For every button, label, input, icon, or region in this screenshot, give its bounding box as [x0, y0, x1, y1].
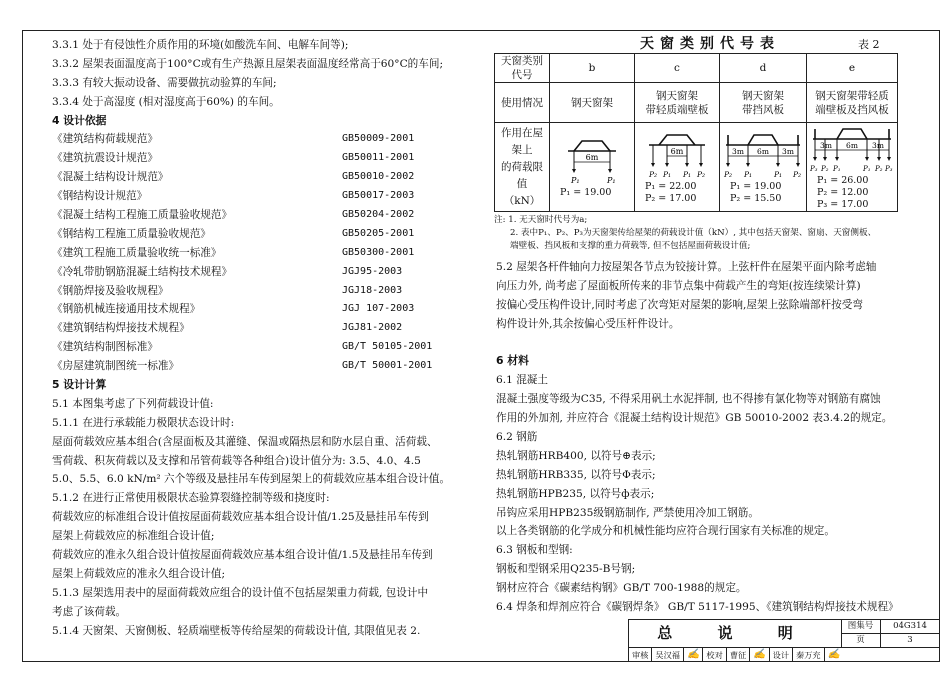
right-text-line: 5.2 屋架各杆件轴向力按屋架各节点为铰接计算。上弦杆件在屋架平面内除考虑轴: [496, 261, 877, 273]
load-values-d: P₁ = 19.00 P₂ = 15.50: [730, 181, 782, 204]
section5-text-line: 荷载效应的准永久组合设计值按屋面荷载效应基本组合设计值/1.5及悬挂吊车传到: [52, 549, 433, 562]
standard-name: 《房屋建筑制图统一标准》: [52, 360, 180, 373]
usage-cell-c: 钢天窗架 带轻质端壁板: [635, 83, 720, 123]
check-label: 校对: [703, 648, 726, 662]
truss-diagram-c: [637, 129, 717, 181]
standard-name: 《建筑抗震设计规范》: [52, 152, 158, 165]
right-text-line: 构件设计外,其余按偏心受压杆件设计。: [496, 317, 680, 330]
standard-code: GB50204-2002: [342, 209, 415, 221]
svg-text:3m: 3m: [820, 141, 832, 150]
signature-row: [629, 648, 939, 662]
standard-row: [52, 338, 452, 357]
right-text-line: 热轧钢筋HPB235, 以符号ф表示;: [496, 487, 655, 500]
standard-row: [52, 149, 452, 168]
standard-name: 《钢结构设计规范》: [52, 190, 148, 203]
standard-row: [52, 187, 452, 206]
header-label-cell: 天窗类别代号: [495, 54, 550, 83]
right-text-line: 6.4 焊条和焊剂应符合《碳钢焊条》 GB/T 5117-1995、《建筑钢结构焊接技术规程》: [496, 601, 899, 614]
standard-code: JGJ 107-2003: [342, 303, 415, 315]
standard-row: [52, 263, 452, 282]
load-cell-b: [550, 123, 635, 212]
standard-name: 《混凝土结构设计规范》: [52, 171, 169, 184]
section5-text-line: 考虑了该荷载。: [52, 605, 127, 618]
svg-text:P₁: P₁: [833, 165, 841, 173]
checker-name: 曹征: [727, 648, 750, 662]
svg-text:P₁: P₁: [607, 176, 616, 185]
svg-text:P₂: P₂: [697, 170, 706, 179]
right-text-line: 混凝土强度等级为C35, 不得采用矾土水泥拌制, 也不得掺有氯化物等对钢筋有腐蚀: [496, 393, 881, 406]
standard-row: [52, 130, 452, 149]
section5-text-line: 5.1.4 天窗架、天窗侧板、轻质端壁板等传给屋架的荷载设计值, 其限值见表 2.: [52, 624, 421, 637]
standard-code: GB50300-2001: [342, 246, 415, 258]
left-text-line: 3.3.3 有较大振动设备、需要做抗动验算的车间;: [52, 76, 277, 89]
right-text-line: [496, 334, 916, 353]
standard-row: [52, 206, 452, 225]
standard-code: GB/T 50001-2001: [342, 360, 433, 372]
right-text-line: 钢材应符合《碳素结构钢》GB/T 700-1988的规定。: [496, 582, 747, 595]
span-label-b: 6m: [585, 153, 599, 162]
standard-name: 《冷轧带肋钢筋混凝土结构技术规程》: [52, 265, 233, 278]
svg-text:P₁: P₁: [774, 170, 783, 179]
right-text-line: 钢板和型钢采用Q235-B号钢;: [496, 563, 636, 576]
right-text-line: 以上各类钢筋的化学成分和机械性能均应符合现行国家有关标准的规定。: [496, 525, 835, 538]
right-text-line: 作用的外加剂, 并应符合《混凝土结构设计规范》GB 50010-2002 表3.4.2的规定。: [496, 412, 893, 425]
load-values-c: P₁ = 22.00 P₂ = 17.00: [645, 181, 697, 204]
load-values-b: P₁ = 19.00: [560, 187, 612, 198]
svg-text:3m: 3m: [782, 147, 794, 156]
svg-text:P₂: P₂: [821, 165, 829, 173]
code-cell-c: c: [635, 54, 720, 83]
svg-text:3m: 3m: [732, 147, 744, 156]
standard-name: 《混凝土结构工程施工质量验收规范》: [52, 209, 233, 222]
designer-signature: ✍: [827, 649, 841, 660]
right-text-line: 6.1 混凝土: [496, 374, 548, 387]
left-heading: 4 设计依据: [52, 113, 107, 127]
right-text-line: 6.3 钢板和型钢:: [496, 544, 573, 557]
section5-text-line: 屋面荷载效应基本组合(含屋面板及其灌缝、保温或隔热层和防水层自重、活荷载、: [52, 435, 438, 448]
page-label: 页: [841, 634, 881, 648]
right-column: [496, 258, 916, 617]
drawing-title: 总 说 明: [629, 620, 842, 648]
standard-name: 《钢筋机械连接通用技术规程》: [52, 303, 201, 316]
span-label-c: 6m: [670, 147, 684, 156]
svg-text:P₁: P₁: [663, 170, 672, 179]
section5-text-line: 5.1.1 在进行承载能力极限状态设计时:: [52, 416, 235, 429]
standard-name: 《建筑工程施工质量验收统一标准》: [52, 246, 222, 259]
standard-name: 《钢结构工程施工质量验收规范》: [52, 227, 211, 240]
standard-row: [52, 300, 452, 319]
usage-cell-d: 钢天窗架 带挡风板: [720, 83, 807, 123]
standard-code: GB50017-2003: [342, 190, 415, 202]
standard-row: [52, 319, 452, 338]
right-heading: 6 材料: [496, 354, 529, 368]
standard-code: GB50205-2001: [342, 227, 415, 239]
svg-text:P₁: P₁: [744, 170, 753, 179]
right-text-line: 热轧钢筋HRB400, 以符号⊕表示;: [496, 449, 656, 462]
section5-text-line: 屋架上荷载效应的准永久组合设计值;: [52, 567, 226, 580]
section5-text-line: 5.1.2 在进行正常使用极限状态验算裂缝控制等级和挠度时:: [52, 492, 330, 505]
left-text-line: 3.3.4 处于高湿度 (相对湿度高于60%) 的车间。: [52, 95, 280, 108]
checker-signature: ✍: [750, 648, 769, 662]
right-text-line: 向压力外, 尚考虑了屋面板所传来的非节点集中荷载产生的弯矩(按连续梁计算): [496, 279, 861, 292]
usage-label-cell: 使用情况: [495, 83, 550, 123]
atlas-number: 04G314: [881, 620, 939, 634]
standard-name: 《建筑结构制图标准》: [52, 341, 158, 354]
title-block: [628, 619, 939, 662]
usage-cell-b: 钢天窗架: [550, 83, 635, 123]
svg-text:P₂: P₂: [793, 170, 802, 179]
standard-code: JGJ18-2003: [342, 284, 403, 296]
reviewer-signature: ✍: [684, 648, 703, 662]
review-label: 审核: [629, 648, 652, 662]
load-cell-c: [635, 123, 720, 212]
standard-name: 《钢筋焊接及验收规程》: [52, 284, 169, 297]
section5-text-line: 荷载效应的标准组合设计值按屋面荷载效应基本组合设计值/1.25及悬挂吊车传到: [52, 511, 429, 524]
span-label-e: 6m: [846, 141, 858, 150]
skylight-type-table: [494, 53, 898, 212]
code-cell-e: e: [807, 54, 898, 83]
left-text-line: 3.3.2 屋架表面温度高于100°C或有生产热源且屋架表面温度经常高于60°C的车间;: [52, 57, 444, 70]
section5-heading: 5 设计计算: [52, 378, 107, 392]
designer-name: 秦万充: [793, 648, 825, 662]
standard-code: GB50011-2001: [342, 152, 415, 164]
load-cell-e: [807, 123, 898, 212]
design-label: 设计: [770, 648, 793, 662]
svg-text:P₃: P₃: [885, 165, 893, 173]
svg-text:3m: 3m: [872, 141, 884, 150]
standard-code: GB/T 50105-2001: [342, 341, 433, 353]
load-values-e: P₁ = 26.00 P₂ = 12.00 P₃ = 17.00: [817, 175, 869, 210]
section5-text-line: 5.1.3 屋架选用表中的屋面荷载效应组合的设计值不包括屋架重力荷载, 包设计中: [52, 586, 429, 599]
svg-text:P₂: P₂: [724, 170, 733, 179]
standard-code: JGJ81-2002: [342, 322, 403, 334]
section5-text-line: 5.0、5.5、6.0 kN/m² 六个等级及悬挂吊车传到屋架上的荷载效应基本组合设计值。: [52, 473, 451, 486]
usage-cell-e: 钢天窗架带轻质 端壁板及挡风板: [807, 83, 898, 123]
svg-text:P₁: P₁: [863, 165, 871, 173]
code-cell-b: b: [550, 54, 635, 83]
standard-code: GB50009-2001: [342, 133, 415, 145]
svg-text:P₁: P₁: [571, 176, 580, 185]
load-cell-d: [720, 123, 807, 212]
standard-row: [52, 225, 452, 244]
page-number: 3: [881, 634, 939, 648]
table-title: 天窗类别代号表: [640, 36, 780, 52]
svg-text:P₁: P₁: [683, 170, 692, 179]
standard-name: 《建筑结构荷载规范》: [52, 133, 158, 146]
truss-diagram-d: [722, 129, 804, 181]
standard-row: [52, 168, 452, 187]
standard-code: JGJ95-2003: [342, 265, 403, 277]
table-notes: 注: 1. 无天窗时代号为a; 2. 表中P₁、P₂、P₃为天窗架传给屋架的荷载设计值（kN）, 其中包括天窗架、窗扇、天窗侧板、 端壁板、挡风板和支撑的重力荷载等, 但不包括屋面荷载设计值;: [494, 215, 877, 251]
right-text-line: 吊钩应采用HPB235级钢筋制作, 严禁使用冷加工钢筋。: [496, 506, 759, 519]
standard-row: [52, 282, 452, 301]
right-text-line: 热轧钢筋HRB335, 以符号Φ表示;: [496, 468, 656, 481]
table-number: 表 2: [858, 38, 880, 51]
right-text-line: 6.2 钢筋: [496, 431, 538, 444]
section5-text-line: 雪荷载、积灰荷载以及支撑和吊管荷载等各种组合)设计值分为: 3.5、4.0、4.5: [52, 454, 421, 467]
truss-diagram-e: [809, 123, 895, 175]
svg-text:P₂: P₂: [649, 170, 658, 179]
section5-text-line: 屋架上荷载效应的标准组合设计值;: [52, 530, 215, 543]
standard-row: [52, 357, 452, 376]
left-column: [52, 36, 452, 641]
standard-code: GB50010-2002: [342, 171, 415, 183]
atlas-label: 图集号: [841, 620, 881, 634]
span-label-d: 6m: [757, 147, 769, 156]
code-cell-d: d: [720, 54, 807, 83]
right-text-line: 按偏心受压构件设计,同时考虑了次弯矩对屋架的影响,屋架上弦除端部杆按受弯: [496, 298, 863, 311]
standard-row: [52, 244, 452, 263]
reviewer-name: 吴汉福: [652, 648, 684, 662]
truss-diagram-b: [552, 135, 632, 187]
left-text-line: 3.3.1 处于有侵蚀性介质作用的环境(如酸洗车间、电解车间等);: [52, 39, 349, 51]
svg-text:P₂: P₂: [875, 165, 883, 173]
standard-name: 《建筑钢结构焊接技术规程》: [52, 322, 190, 335]
load-label-cell: 作用在屋架上 的荷载限值 （kN）: [495, 123, 550, 212]
section5-text-line: 5.1 本图集考虑了下列荷载设计值:: [52, 397, 214, 410]
svg-text:P₃: P₃: [810, 165, 818, 173]
